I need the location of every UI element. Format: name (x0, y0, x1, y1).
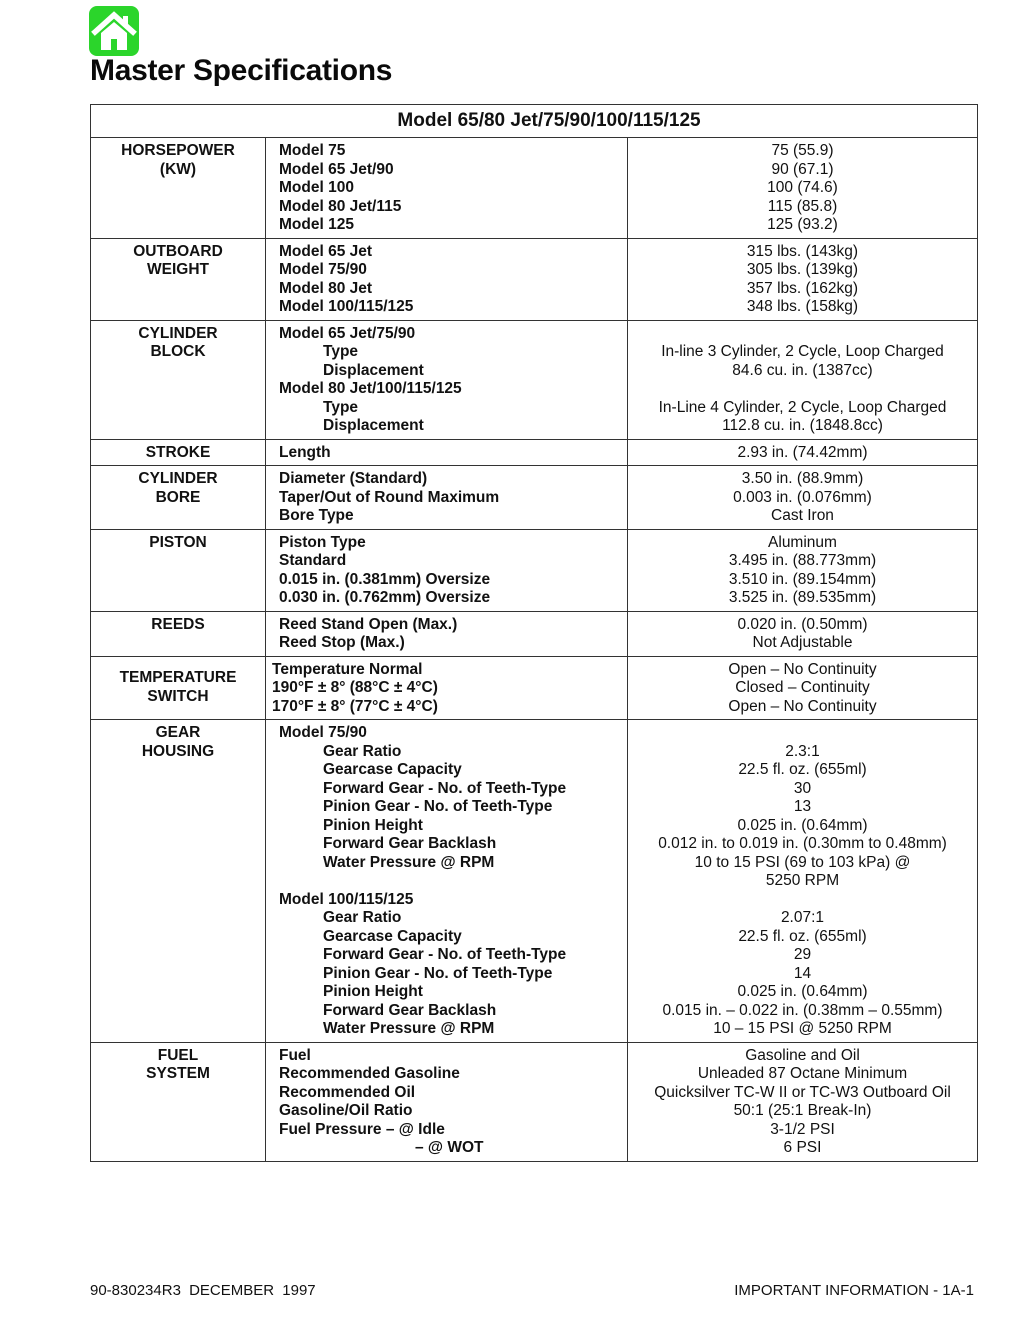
parameter-label: Model 100/115/125 (279, 298, 414, 315)
parameter-label: Fuel Pressure – @ Idle (279, 1120, 445, 1138)
value-cell (628, 138, 978, 239)
table-row (91, 720, 978, 1043)
spec-value: 112.8 cu. in. (1848.8cc) (722, 417, 883, 434)
spec-table-body (91, 138, 978, 1162)
value-cell (628, 656, 978, 720)
parameter-label: Forward Gear - No. of Teeth-Type (323, 779, 567, 797)
parameter-cell (266, 138, 628, 239)
spec-value: 75 (55.9) (771, 142, 834, 159)
spec-value: 100 (74.6) (767, 179, 838, 196)
category-cell (91, 611, 266, 656)
category-label: STROKE (145, 443, 211, 461)
page-title: Master Specifications (90, 54, 393, 87)
spec-value: 10 to 15 PSI (69 to 103 kPa) @ (694, 853, 911, 871)
parameter-label: Model 75 (279, 142, 346, 159)
parameter-label: Piston Type (279, 533, 366, 551)
parameter-label: Water Pressure @ RPM (323, 1020, 495, 1037)
parameter-label: – @ WOT (415, 1139, 484, 1156)
table-row (91, 466, 978, 530)
parameter-label: Gasoline/Oil Ratio (279, 1102, 413, 1119)
spec-value: 0.012 in. to 0.019 in. (0.30mm to 0.48mm) (658, 835, 947, 852)
parameter-label: Model 80 Jet/115 (279, 197, 402, 215)
parameter-cell (266, 238, 628, 320)
spec-value: 0.020 in. (0.50mm) (737, 615, 868, 633)
parameter-cell (266, 320, 628, 439)
category-label: SYSTEM (146, 1065, 210, 1082)
category-label: CYLINDER (138, 324, 218, 342)
parameter-label (279, 872, 627, 891)
category-cell (91, 138, 266, 239)
parameter-label: Model 100 (279, 179, 354, 196)
spec-value: 3.50 in. (88.9mm) (741, 470, 864, 487)
spec-value: 0.025 in. (0.64mm) (737, 816, 868, 834)
spec-value: Gasoline and Oil (745, 1046, 860, 1064)
table-row (91, 529, 978, 611)
parameter-label: Displacement (323, 417, 424, 434)
spec-value: 348 lbs. (158kg) (746, 298, 859, 315)
master-spec-table (90, 104, 978, 1162)
spec-value: 0.025 in. (0.64mm) (737, 983, 868, 1000)
spec-value: 2.3:1 (785, 742, 820, 760)
spec-value: 22.5 fl. oz. (655ml) (738, 761, 867, 778)
spec-value: Closed – Continuity (735, 679, 870, 696)
parameter-label: Recommended Oil (279, 1083, 416, 1101)
value-cell (628, 320, 978, 439)
category-cell (91, 320, 266, 439)
spec-value: Quicksilver TC-W II or TC-W3 Outboard Oil (654, 1083, 951, 1101)
value-cell (628, 439, 978, 466)
parameter-label: 0.015 in. (0.381mm) Oversize (279, 570, 491, 588)
spec-value: 3-1/2 PSI (770, 1120, 835, 1138)
parameter-label: Model 80 Jet/100/115/125 (279, 380, 462, 397)
spec-value: 90 (67.1) (771, 160, 834, 178)
parameter-label: Model 75/90 (279, 261, 367, 278)
parameter-label: Gear Ratio (323, 909, 402, 926)
spec-value: 315 lbs. (143kg) (746, 242, 859, 260)
parameter-label: Type (323, 343, 359, 360)
spec-value: Not Adjustable (752, 634, 853, 651)
parameter-label: Pinion Height (323, 983, 423, 1000)
spec-value: 13 (793, 798, 812, 815)
house-glyph-icon (89, 6, 139, 56)
category-label: PISTON (149, 533, 207, 551)
value-cell (628, 466, 978, 530)
spec-value: In-Line 4 Cylinder, 2 Cycle, Loop Charged (658, 398, 947, 416)
parameter-label: Model 65 Jet/75/90 (279, 324, 416, 342)
category-cell (91, 439, 266, 466)
spec-value: 22.5 fl. oz. (655ml) (738, 927, 867, 945)
spec-value: 6 PSI (783, 1139, 822, 1156)
category-label: HOUSING (141, 742, 215, 760)
spec-value: Open – No Continuity (728, 660, 877, 678)
spec-value: 2.07:1 (780, 909, 825, 926)
spec-value: Open – No Continuity (728, 697, 877, 715)
parameter-label: Displacement (323, 361, 424, 379)
parameter-label: Standard (279, 552, 347, 569)
category-cell (91, 466, 266, 530)
spec-value: 3.525 in. (89.535mm) (728, 589, 877, 606)
parameter-label: 0.030 in. (0.762mm) Oversize (279, 589, 491, 606)
spec-value: 50:1 (25:1 Break-In) (733, 1102, 872, 1119)
parameter-cell (266, 439, 628, 466)
parameter-label: Type (323, 398, 359, 416)
value-cell (628, 529, 978, 611)
parameter-cell (266, 529, 628, 611)
parameter-label: Pinion Gear - No. of Teeth-Type (323, 964, 553, 982)
spec-value: Unleaded 87 Octane Minimum (697, 1065, 908, 1082)
parameter-label: Model 100/115/125 (279, 890, 414, 908)
category-label: TEMPERATURE (119, 669, 237, 687)
table-heading: Model 65/80 Jet/75/90/100/115/125 (91, 105, 978, 138)
spec-value: 5250 RPM (765, 872, 840, 889)
category-label: FUEL (157, 1046, 199, 1064)
parameter-label: Pinion Gear - No. of Teeth-Type (323, 798, 553, 815)
category-label: SWITCH (147, 687, 209, 705)
parameter-label: Pinion Height (323, 816, 423, 834)
parameter-label: Model 80 Jet (279, 279, 373, 297)
table-row (91, 611, 978, 656)
table-row (91, 1042, 978, 1161)
parameter-label: Model 65 Jet/90 (279, 160, 394, 178)
table-heading-row (91, 105, 978, 138)
value-cell (628, 238, 978, 320)
category-label: WEIGHT (147, 261, 209, 278)
parameter-label: Forward Gear - No. of Teeth-Type (323, 946, 567, 963)
parameter-label: Reed Stop (Max.) (279, 634, 405, 651)
category-label: BLOCK (150, 343, 206, 360)
parameter-label: Recommended Gasoline (279, 1065, 460, 1082)
parameter-cell (266, 611, 628, 656)
parameter-label: Forward Gear Backlash (323, 835, 497, 852)
spec-value: 305 lbs. (139kg) (746, 261, 859, 278)
spec-value: 14 (793, 964, 812, 982)
category-label: HORSEPOWER (121, 142, 235, 159)
category-cell (91, 720, 266, 1043)
parameter-label: 190°F ± 8° (88°C ± 4°C) (272, 679, 438, 696)
parameter-label: Gearcase Capacity (323, 761, 462, 778)
table-row (91, 138, 978, 239)
category-cell (91, 238, 266, 320)
spec-value (628, 891, 977, 910)
category-label: OUTBOARD (133, 242, 223, 260)
parameter-cell (266, 720, 628, 1043)
spec-value: 0.015 in. – 0.022 in. (0.38mm – 0.55mm) (662, 1001, 943, 1019)
spec-value: Cast Iron (771, 507, 834, 524)
parameter-cell (266, 466, 628, 530)
parameter-label: Bore Type (279, 507, 354, 524)
table-row (91, 656, 978, 720)
spec-value: 10 – 15 PSI @ 5250 RPM (713, 1020, 892, 1037)
parameter-label: Length (279, 443, 331, 461)
footer-section-page: IMPORTANT INFORMATION - 1A-1 (734, 1282, 974, 1299)
category-label: REEDS (151, 615, 205, 633)
spec-value: 3.510 in. (89.154mm) (728, 570, 877, 588)
table-row (91, 320, 978, 439)
spec-value: 357 lbs. (162kg) (746, 279, 859, 297)
category-label: GEAR (155, 724, 201, 741)
parameter-label: Gear Ratio (323, 742, 402, 760)
category-cell (91, 1042, 266, 1161)
category-label: (KW) (159, 160, 197, 178)
parameter-label: Model 75/90 (279, 724, 367, 741)
parameter-label: Gearcase Capacity (323, 927, 462, 945)
spec-value: 115 (85.8) (767, 197, 838, 215)
parameter-cell (266, 1042, 628, 1161)
category-cell (91, 529, 266, 611)
value-cell (628, 720, 978, 1043)
parameter-label: Model 125 (279, 216, 354, 233)
spec-value: 84.6 cu. in. (1387cc) (732, 361, 873, 379)
parameter-label: Model 65 Jet (279, 242, 373, 260)
footer-doc-number: 90-830234R3 DECEMBER 1997 (90, 1282, 316, 1299)
parameter-label: Water Pressure @ RPM (323, 853, 495, 871)
category-label: BORE (155, 488, 201, 506)
spec-value (628, 325, 977, 344)
parameter-label: Reed Stand Open (Max.) (279, 615, 458, 633)
value-cell (628, 1042, 978, 1161)
spec-value (628, 380, 977, 399)
category-label: CYLINDER (138, 470, 218, 487)
spec-value: Aluminum (768, 533, 837, 551)
table-row (91, 439, 978, 466)
spec-value: 30 (793, 779, 812, 797)
parameter-cell (266, 656, 628, 720)
spec-value: 3.495 in. (88.773mm) (728, 552, 877, 569)
value-cell (628, 611, 978, 656)
category-cell (91, 656, 266, 720)
spec-value: 125 (93.2) (767, 216, 838, 233)
spec-value: 29 (793, 946, 812, 963)
parameter-label: Diameter (Standard) (279, 470, 428, 487)
table-row (91, 238, 978, 320)
spec-value: 0.003 in. (0.076mm) (733, 488, 872, 506)
parameter-label: Fuel (279, 1046, 311, 1064)
parameter-label: Taper/Out of Round Maximum (279, 488, 500, 506)
spec-value: 2.93 in. (74.42mm) (737, 443, 868, 461)
parameter-label: Forward Gear Backlash (323, 1001, 497, 1019)
parameter-label: 170°F ± 8° (77°C ± 4°C) (272, 697, 438, 715)
home-icon[interactable] (89, 6, 139, 56)
spec-value (628, 724, 977, 743)
parameter-label: Temperature Normal (272, 660, 423, 678)
spec-value: In-line 3 Cylinder, 2 Cycle, Loop Charged (661, 343, 944, 360)
